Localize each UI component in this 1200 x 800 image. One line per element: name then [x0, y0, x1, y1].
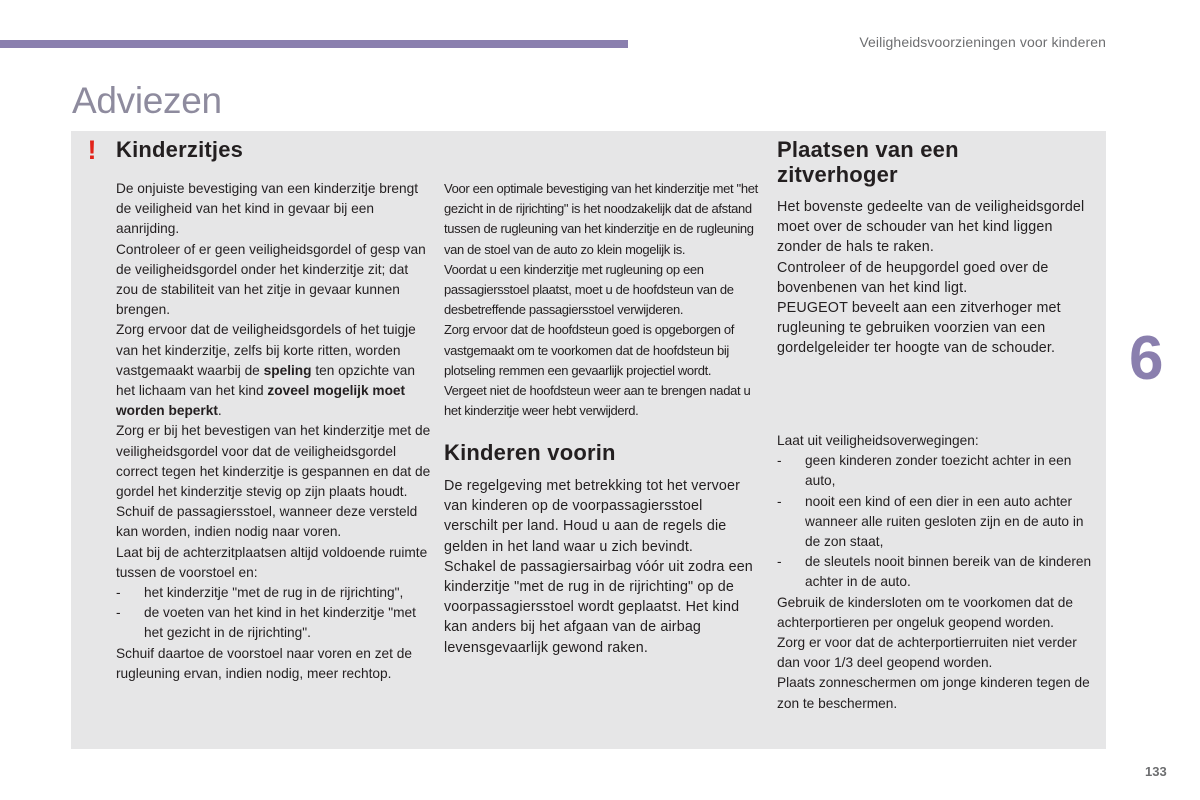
- headrest-paragraph: Voor een optimale bevestiging van het kinderzitje met "het gezicht in de rijrichting" is het noodzakelijk dat de afstand tussen de rugleuning van het kinderzitje en de rugleuning van de stoel van de auto zo klein mogelijk is.: [444, 181, 758, 257]
- headrest-paragraph: Voordat u een kinderzitje met rugleuning op een passagiersstoel plaatst, moet u de hoofdsteun van de desbetreffende passagiersstoel verwijderen.: [444, 261, 734, 318]
- list-item: - geen kinderen zonder toezicht achter in een auto,: [777, 453, 1072, 489]
- emphasis-beperkt: zoveel mogelijk moet worden beperkt: [116, 383, 406, 419]
- headrest-paragraph: Vergeet niet de hoofdsteun weer aan te brengen nadat u het kinderzitje weer hebt verwijderd.: [444, 383, 751, 419]
- headrest-paragraph: Zorg ervoor dat de hoofdsteun goed is opgeborgen of vastgemaakt om te voorkomen dat de hoofdsteun bij plotseling remmen een gevaarlijk projectiel wordt.: [444, 322, 735, 378]
- list-item: - het kinderzitje "met de rug in de rijrichting",: [116, 585, 404, 601]
- zitverhoger-paragraph: Controleer of de heupgordel goed over de bovenbenen van het kind ligt.: [777, 259, 1049, 296]
- zitverhoger-paragraph: Het bovenste gedeelte van de veiligheidsgordel moet over de schouder van het kind liggen zonder de hals te raken.: [777, 199, 1085, 256]
- chapter-number: 6: [1129, 324, 1164, 393]
- veiligheid-paragraph: Plaats zonneschermen om jonge kinderen tegen de zon te beschermen.: [777, 675, 1090, 711]
- kinderen-voorin-heading: Kinderen voorin: [444, 440, 616, 465]
- page-title: Adviezen: [72, 80, 222, 121]
- list-item: - nooit een kind of een dier in een auto achter wanneer alle ruiten gesloten zijn en de auto in de zon staat,: [777, 493, 1084, 550]
- kinderzitjes-paragraph: Zorg er bij het bevestigen van het kinderzitje met de veiligheidsgordel voor dat de veiligheidsgordel correct tegen het kinderzitje is gespannen en dat de gordel het kinderzitje stevig op zijn plaats houdt. Schuif de passagiersstoel, wanneer deze versteld kan worden, indien nodig naar voren.: [116, 423, 431, 540]
- warning-icon: !: [87, 135, 97, 165]
- zitverhoger-heading: Plaatsen van een zitverhoger: [777, 137, 959, 187]
- running-title: Veiligheidsvoorzieningen voor kinderen: [859, 34, 1106, 50]
- page-number: 133: [1145, 764, 1167, 779]
- kinderzitjes-column: [116, 179, 434, 684]
- kinderzitjes-paragraph: Laat bij de achterzitplaatsen altijd voldoende ruimte tussen de voorstoel en:: [116, 544, 428, 580]
- veiligheid-intro: Laat uit veiligheidsoverwegingen:: [777, 433, 979, 448]
- kinderzitjes-paragraph: Controleer of er geen veiligheidsgordel of gesp van de veiligheidsgordel onder het kinderzitje zit; dat zou de stabiliteit van het zitje in gevaar kunnen brengen.: [116, 241, 426, 318]
- kinderen-voorin-paragraph: De regelgeving met betrekking tot het vervoer van kinderen op de voorpassagiersstoel verschilt per land. Houd u aan de regels die gelden in het land waar u zich bevindt.: [444, 478, 741, 555]
- kinderzitjes-paragraph: De onjuiste bevestiging van een kinderzitje brengt de veiligheid van het kind in gevaar bij een aanrijding.: [116, 181, 419, 237]
- header-accent-bar: [0, 40, 628, 48]
- kinderen-voorin-column: [444, 476, 754, 658]
- veiligheid-paragraph: Zorg er voor dat de achterportierruiten niet verder dan voor 1/3 deel geopend worden.: [777, 635, 1077, 671]
- veiligheid-column: [777, 431, 1095, 714]
- zitverhoger-paragraph: PEUGEOT beveelt aan een zitverhoger met rugleuning te gebruiken voorzien van een gordelgeleider ter hoogte van de schouder.: [777, 300, 1061, 357]
- kinderzitjes-paragraph: Schuif daartoe de voorstoel naar voren en zet de rugleuning ervan, indien nodig, meer rechtop.: [116, 645, 412, 681]
- kinderzitjes-paragraph: Zorg ervoor dat de veiligheidsgordels of het tuigje van het kinderzitje, zelfs bij korte ritten, worden vastgemaakt waarbij de speling ten opzichte van het lichaam van het kind zoveel mogelijk moet worden beperkt.: [116, 322, 416, 419]
- kinderzitjes-heading: Kinderzitjes: [116, 137, 244, 162]
- veiligheid-paragraph: Gebruik de kindersloten om te voorkomen dat de achterportieren per ongeluk geopend worden.: [777, 594, 1073, 630]
- kinderen-voorin-paragraph: Schakel de passagiersairbag vóór uit zodra een kinderzitje "met de rug in de rijrichting" op de voorpassagiersstoel wordt geplaatst. Het kind kan anders bij het afgaan van de airbag levensgevaarlijk gewond raken.: [444, 558, 753, 656]
- emphasis-speling: speling: [263, 362, 312, 378]
- zitverhoger-column: [777, 197, 1095, 359]
- list-item: - de sleutels nooit binnen bereik van de kinderen achter in de auto.: [777, 554, 1092, 590]
- list-item: - de voeten van het kind in het kinderzitje "met het gezicht in de rijrichting".: [116, 605, 416, 641]
- headrest-column: [444, 179, 762, 421]
